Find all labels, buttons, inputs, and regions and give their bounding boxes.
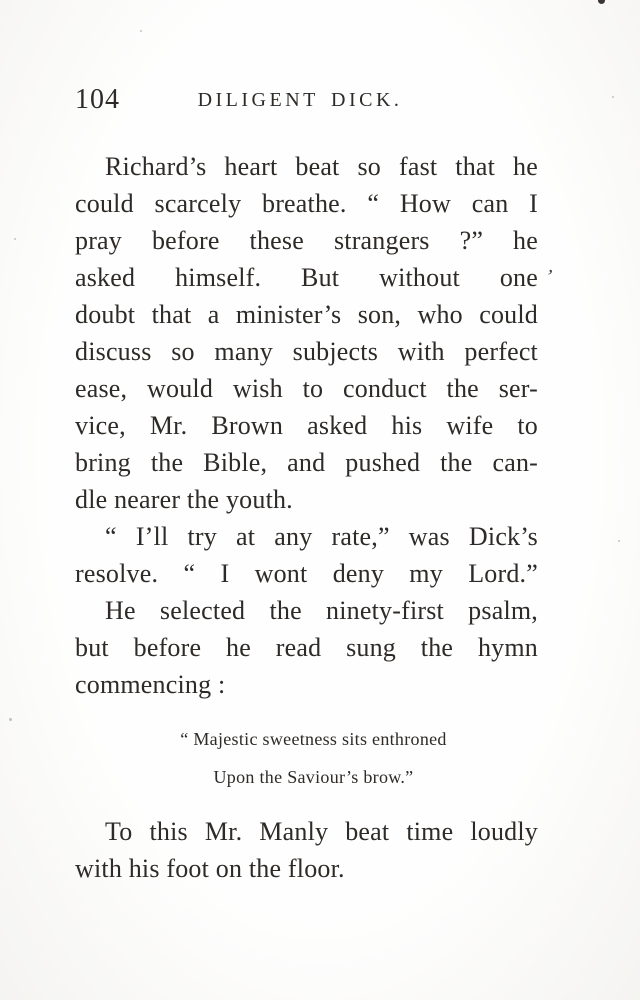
hymn-quote xyxy=(75,720,538,796)
text-line: could scarcely breathe. “ How can I xyxy=(75,189,538,218)
text-line: vice, Mr. Brown asked his wife to xyxy=(75,411,538,440)
text-line: “ I’ll try at any rate,” was Dick’s xyxy=(105,522,538,551)
scan-speck xyxy=(140,30,142,32)
scan-speck xyxy=(178,866,180,868)
scan-artifact-edge-dot xyxy=(598,0,605,4)
text-line: discuss so many subjects with perfect xyxy=(75,337,538,366)
paragraph xyxy=(75,518,538,592)
text-line: To this Mr. Manly beat time loudly xyxy=(105,817,538,846)
scan-artifact-stray-mark: ’ xyxy=(543,265,555,289)
text-line: He selected the ninety-first psalm, xyxy=(105,596,538,625)
paragraph xyxy=(75,813,538,887)
text-line: ease, would wish to conduct the ser- xyxy=(75,374,538,403)
scan-speck xyxy=(618,540,620,542)
page-body xyxy=(75,148,538,887)
running-head xyxy=(75,84,565,118)
text-line: asked himself. But without one xyxy=(75,263,538,292)
text-line: dle nearer the youth. xyxy=(75,485,293,514)
text-line: Richard’s heart beat so fast that he xyxy=(105,152,538,181)
text-line: commencing : xyxy=(75,670,226,699)
text-line: resolve. “ I wont deny my Lord.” xyxy=(75,559,538,588)
page-number: 104 xyxy=(75,84,120,115)
scan-speck xyxy=(9,718,12,721)
text-line: doubt that a minister’s son, who could xyxy=(75,300,538,329)
text-line: with his foot on the floor. xyxy=(75,854,345,883)
text-line: “ Majestic sweetness sits enthroned xyxy=(180,729,447,749)
paragraph xyxy=(75,592,538,703)
text-line: pray before these strangers ?” he xyxy=(75,226,538,255)
paragraph xyxy=(75,148,538,518)
running-title: DILIGENT DICK. xyxy=(197,89,403,111)
text-line: Upon the Saviour’s brow.” xyxy=(213,767,414,787)
scan-speck xyxy=(612,96,614,98)
text-line: but before he read sung the hymn xyxy=(75,633,538,662)
text-line: bring the Bible, and pushed the can- xyxy=(75,448,538,477)
scan-speck xyxy=(14,238,16,240)
